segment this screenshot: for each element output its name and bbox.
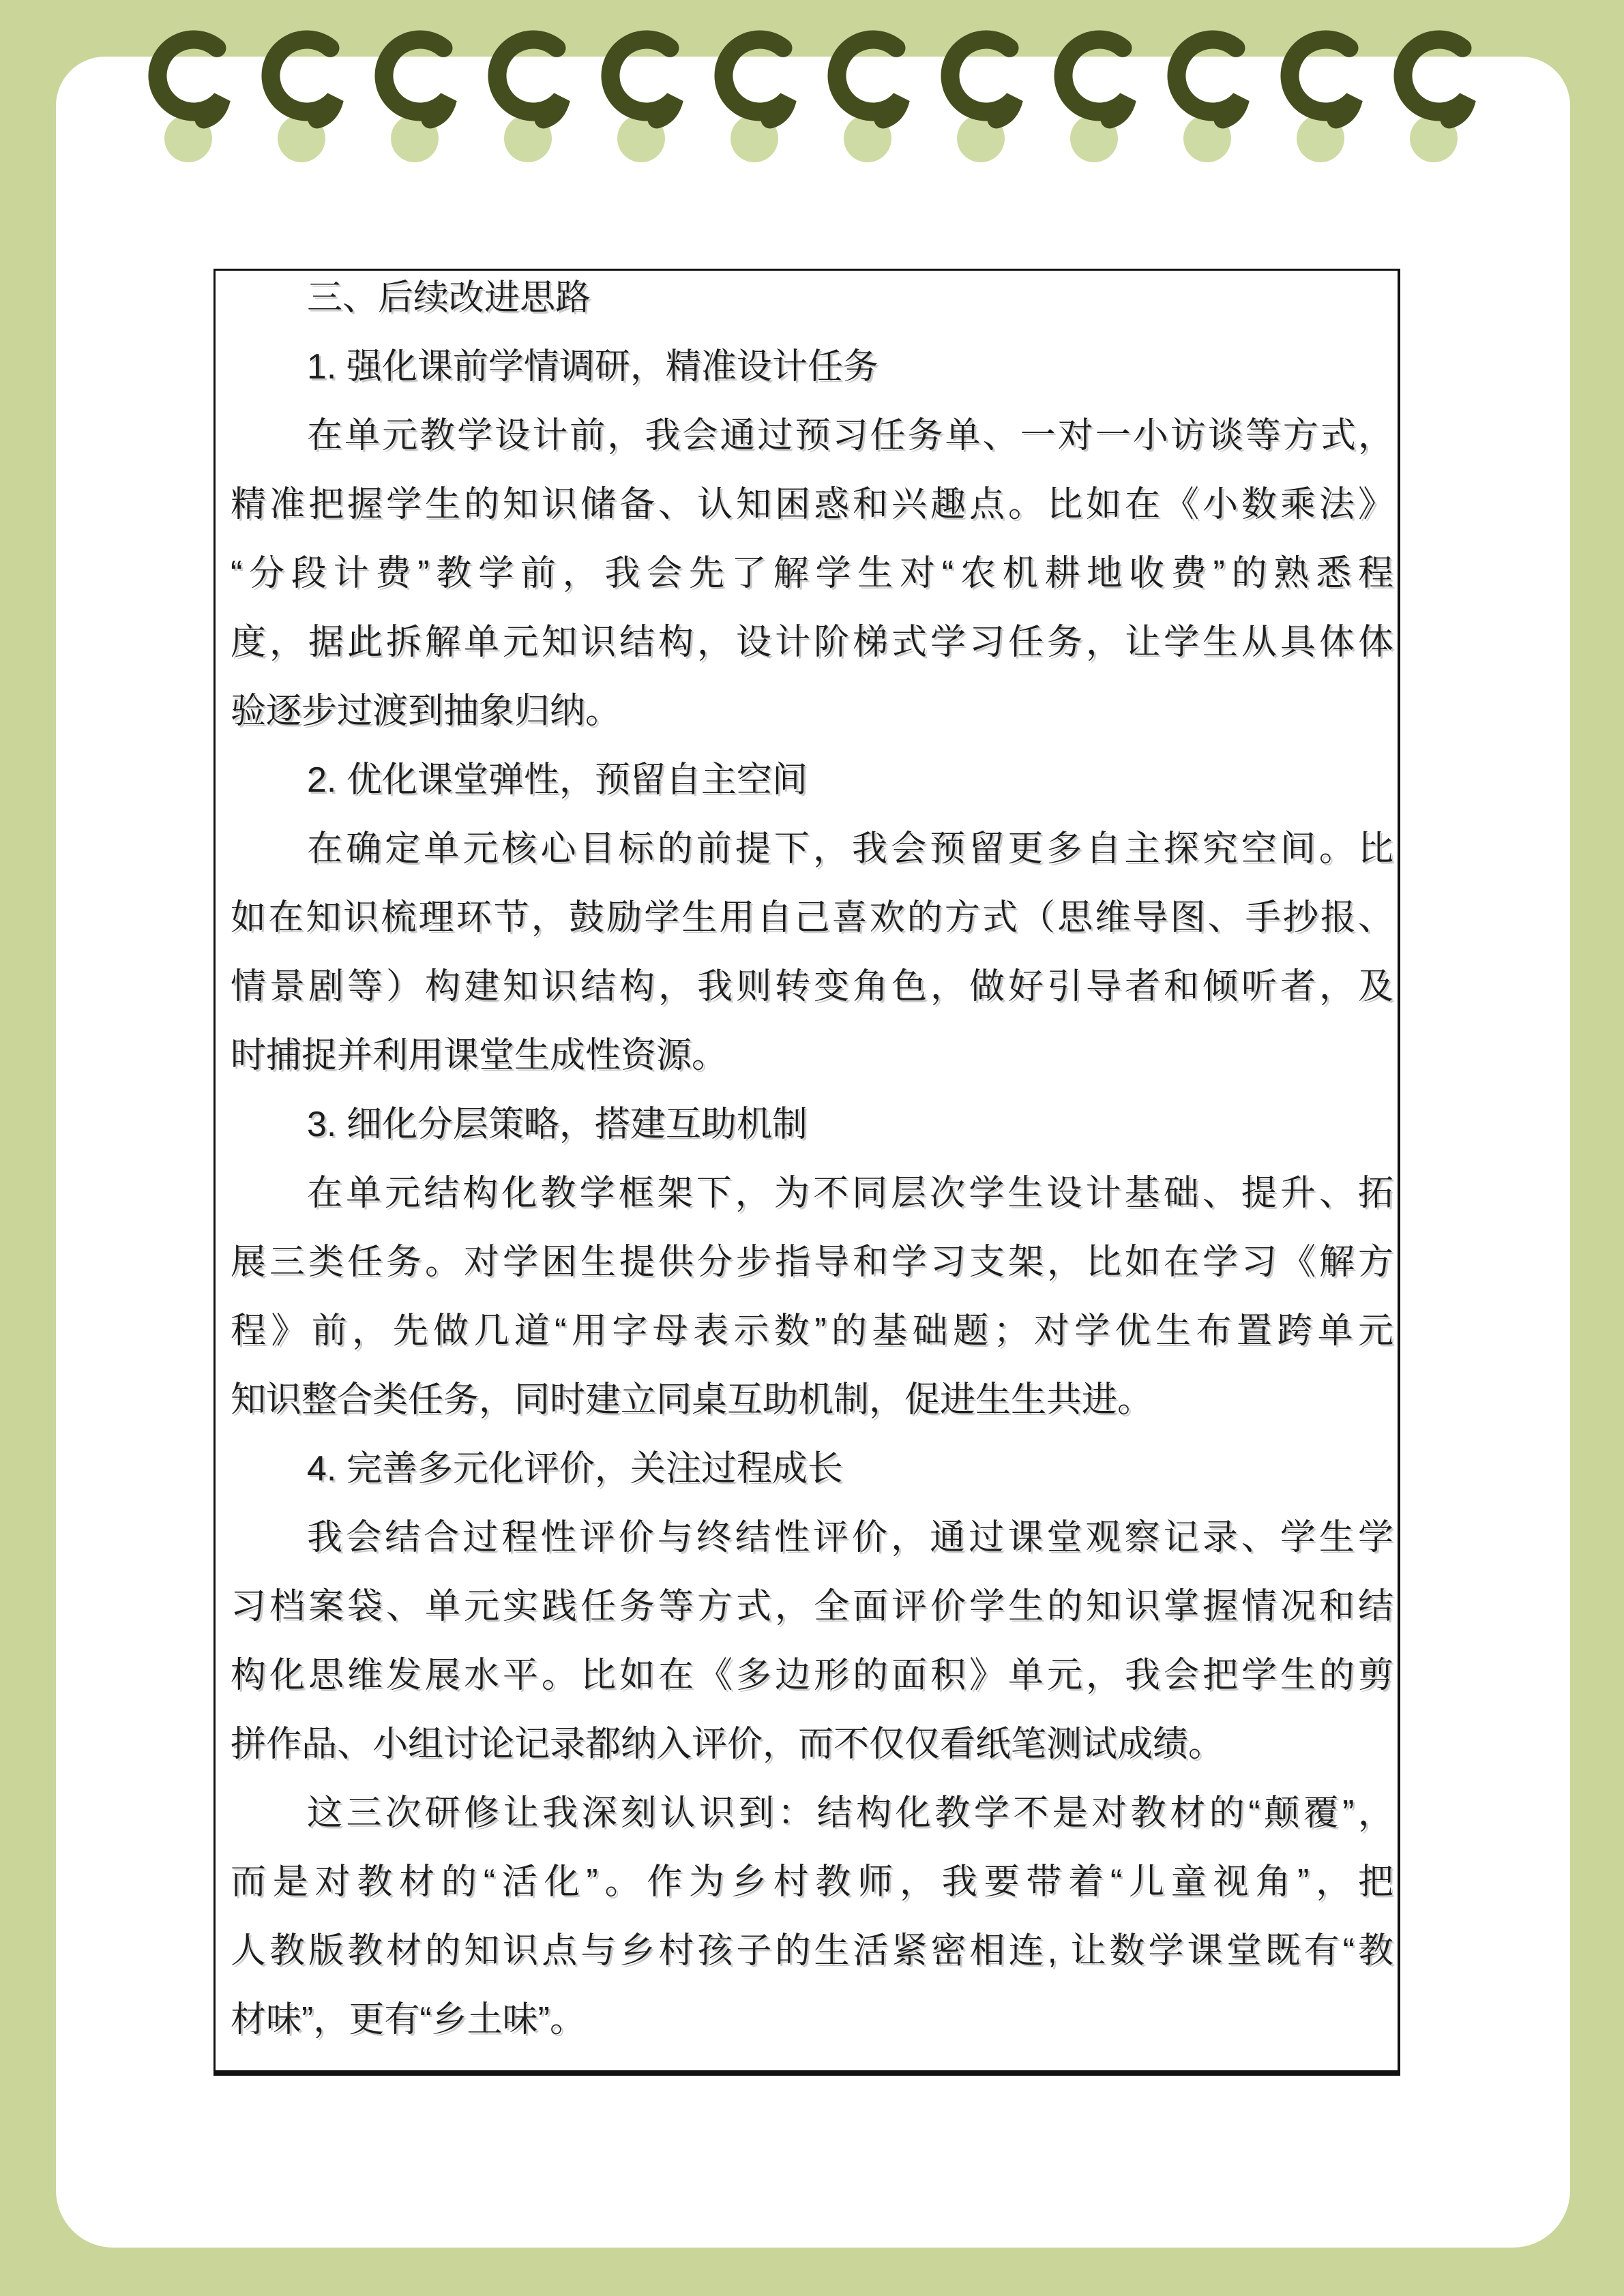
- text-line: 时捕捉并利用课堂生成性资源。: [231, 1036, 728, 1075]
- spiral-ring-icon: [486, 30, 581, 136]
- text-line: 我会结合过程性评价与终结性评价，通过课堂观察记录、学生学: [307, 1518, 1393, 1557]
- text-line: 精准把握学生的知识储备、认知困惑和兴趣点。比如在《小数乘法》: [231, 485, 1393, 524]
- text-line: 4. 完善多元化评价，关注过程成长: [307, 1449, 843, 1489]
- text-line: 3. 细化分层策略，搭建互助机制: [307, 1105, 808, 1144]
- text-line: 三、后续改进思路: [307, 278, 591, 318]
- text-line: 构化思维发展水平。比如在《多边形的面积》单元，我会把学生的剪: [231, 1656, 1393, 1695]
- text-line: 知识整合类任务，同时建立同桌互助机制，促进生生共进。: [231, 1380, 1153, 1420]
- text-line: 验逐步过渡到抽象归纳。: [231, 691, 621, 731]
- spiral-ring-icon: [1391, 30, 1487, 136]
- text-line: 而是对教材的“活化”。作为乡村教师，我要带着“儿童视角”，把: [231, 1862, 1393, 1902]
- text-line: 拼作品、小组讨论记录都纳入评价，而不仅仅看纸笔测试成绩。: [231, 1725, 1224, 1764]
- spiral-ring-icon: [146, 30, 241, 136]
- document-text: [231, 264, 1393, 2055]
- text-line: “分段计费”教学前，我会先了解学生对“农机耕地收费”的熟悉程: [231, 554, 1393, 593]
- spiral-ring-icon: [1165, 30, 1260, 136]
- text-line: 度，据此拆解单元知识结构，设计阶梯式学习任务，让学生从具体体: [231, 623, 1393, 662]
- spiral-ring-icon: [259, 30, 355, 136]
- text-line: 材味”，更有“乡土味”。: [231, 2000, 585, 2040]
- text-line: 如在知识梳理环节，鼓励学生用自己喜欢的方式（思维导图、手抄报、: [231, 898, 1393, 938]
- text-line: 在单元结构化教学框架下，为不同层次学生设计基础、提升、拓: [307, 1174, 1393, 1213]
- text-line: 人教版教材的知识点与乡村孩子的生活紧密相连, 让数学课堂既有“教: [231, 1931, 1393, 1971]
- text-line: 在确定单元核心目标的前提下，我会预留更多自主探究空间。比: [307, 829, 1393, 869]
- text-line: 1. 强化课前学情调研，精准设计任务: [307, 347, 879, 387]
- text-line: 情景剧等）构建知识结构，我则转变角色，做好引导者和倾听者，及: [231, 967, 1393, 1007]
- text-line: 在单元教学设计前，我会通过预习任务单、一对一小访谈等方式，: [307, 416, 1393, 456]
- text-line: 程》前，先做几道“用字母表示数”的基础题；对学优生布置跨单元: [231, 1311, 1393, 1351]
- spiral-ring-icon: [372, 30, 468, 136]
- spiral-binding: [0, 0, 1624, 177]
- text-line: 展三类任务。对学困生提供分步指导和学习支架，比如在学习《解方: [231, 1242, 1393, 1282]
- text-line: 习档案袋、单元实践任务等方式，全面评价学生的知识掌握情况和结: [231, 1587, 1393, 1626]
- spiral-ring-icon: [939, 30, 1034, 136]
- content-box: [213, 269, 1400, 2076]
- spiral-ring-icon: [1052, 30, 1147, 136]
- text-line: 2. 优化课堂弹性，预留自主空间: [307, 760, 808, 800]
- spiral-ring-icon: [1278, 30, 1374, 136]
- spiral-ring-icon: [599, 30, 694, 136]
- spiral-ring-icon: [825, 30, 921, 136]
- text-line: 这三次研修让我深刻认识到：结构化教学不是对教材的“颠覆”，: [307, 1793, 1393, 1833]
- spiral-ring-icon: [712, 30, 808, 136]
